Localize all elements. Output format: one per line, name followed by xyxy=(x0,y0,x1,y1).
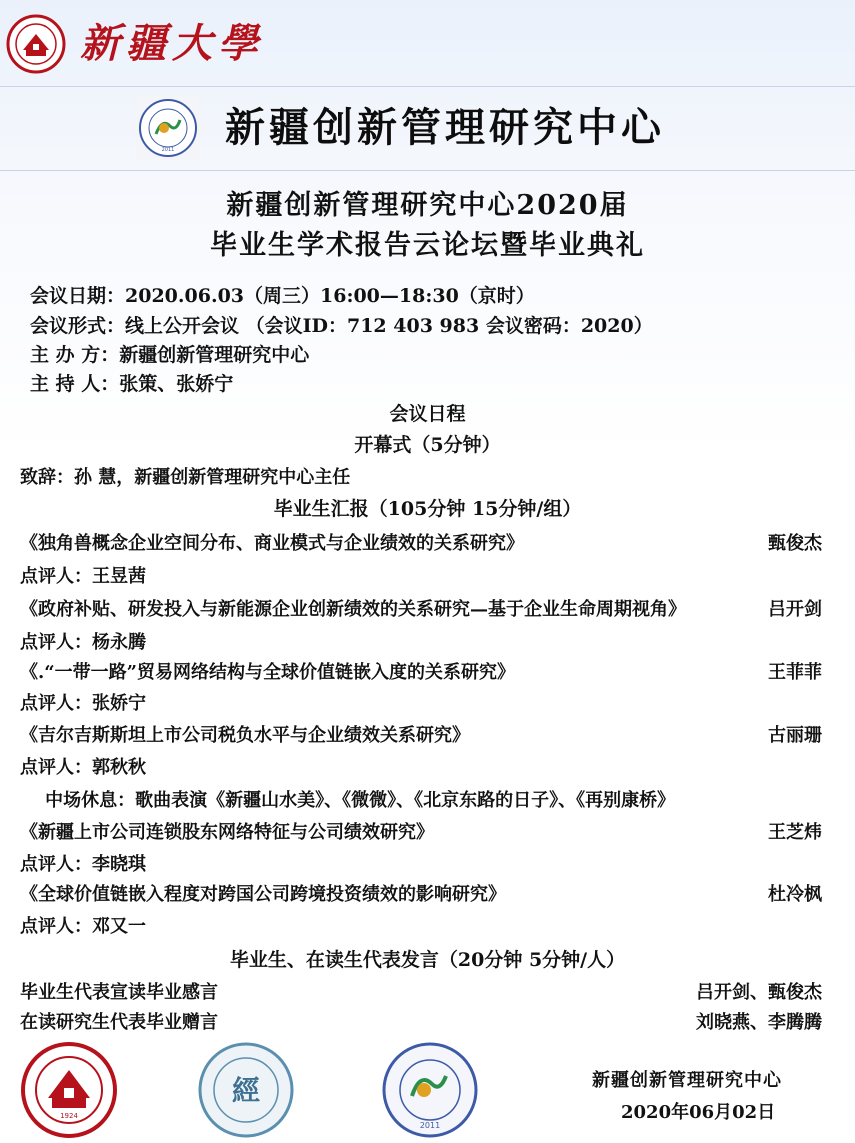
svg-text:2011: 2011 xyxy=(419,1121,441,1130)
info-key: 会议形式： xyxy=(30,315,126,337)
reports-heading: 毕业生汇报（105分钟 15分钟/组） xyxy=(273,498,582,520)
reviewer: 点评人：邓又一 xyxy=(20,916,146,937)
speech-row xyxy=(20,1008,822,1036)
agenda-row xyxy=(20,628,822,656)
presenter-name: 王芝炜 xyxy=(768,822,822,843)
speech-item: 毕业生代表宣读毕业感言 xyxy=(20,982,218,1003)
reviewer: 点评人：李晓琪 xyxy=(20,854,146,875)
report-title: 《政府补贴、研发投入与新能源企业创新绩效的关系研究—基于企业生命周期视角》 xyxy=(20,599,686,620)
speech-row xyxy=(20,978,822,1006)
calligraphy-seal-icon xyxy=(196,1040,296,1140)
speaker-names: 吕开剑、甄俊杰 xyxy=(696,982,822,1003)
info-value: 线上公开会议 （会议ID：712 403 983 会议密码：2020） xyxy=(125,315,653,337)
agenda-row xyxy=(20,689,822,717)
presenter-name: 古丽珊 xyxy=(768,725,822,746)
footer-organization: 新疆创新管理研究中心 xyxy=(592,1070,782,1091)
info-key: 主 持 人： xyxy=(30,373,120,395)
info-organizer xyxy=(30,340,309,367)
agenda-row xyxy=(20,880,822,908)
info-value: 2020.06.03（周三）16:00—18:30（京时） xyxy=(125,285,535,307)
agenda-heading: 会议日程 xyxy=(389,403,466,425)
report-title: 《吉尔吉斯斯坦上市公司税负水平与企业绩效关系研究》 xyxy=(20,725,470,746)
report-title: 《.“一带一路”贸易网络结构与全球价值链嵌入度的关系研究》 xyxy=(20,662,515,683)
info-key: 会议日期： xyxy=(30,285,126,307)
presenter-name: 杜冷枫 xyxy=(768,884,822,905)
agenda-row xyxy=(20,912,822,940)
reviewer: 点评人：王昱茜 xyxy=(20,566,146,587)
report-title: 《全球价值链嵌入程度对跨国公司跨境投资绩效的影响研究》 xyxy=(20,884,506,905)
speaker-names: 刘晓燕、李腾腾 xyxy=(696,1012,822,1033)
info-key: 主 办 方： xyxy=(30,344,120,366)
info-date xyxy=(30,281,535,308)
svg-text:經: 經 xyxy=(231,1074,261,1107)
agenda-row xyxy=(20,753,822,781)
info-host xyxy=(30,369,233,396)
info-value: 新疆创新管理研究中心 xyxy=(119,344,310,366)
reviewer: 点评人：张娇宁 xyxy=(20,693,146,714)
svg-text:1924: 1924 xyxy=(60,1112,78,1120)
footer-date: 2020年06月02日 xyxy=(621,1102,776,1123)
speech-text: 致辞：孙 慧，新疆创新管理研究中心主任 xyxy=(20,467,351,488)
university-seal-icon xyxy=(6,14,66,74)
agenda-row xyxy=(20,786,822,814)
innovation-center-seal-icon xyxy=(380,1040,480,1140)
report-title: 《新疆上市公司连锁股东网络特征与公司绩效研究》 xyxy=(20,822,434,843)
agenda-row xyxy=(20,529,822,557)
presenter-name: 王菲菲 xyxy=(768,662,822,683)
opening-speech xyxy=(20,463,822,491)
header xyxy=(0,0,855,85)
reviewer: 点评人：杨永腾 xyxy=(20,632,146,653)
info-format xyxy=(30,311,653,338)
agenda-row xyxy=(20,818,822,846)
report-title: 《独角兽概念企业空间分布、商业模式与企业绩效的关系研究》 xyxy=(20,533,524,554)
university-seal-large-icon xyxy=(14,1040,124,1140)
agenda-row xyxy=(20,658,822,686)
agenda-row xyxy=(20,850,822,878)
opening-heading: 开幕式（5分钟） xyxy=(354,434,501,456)
info-value: 张策、张娇宁 xyxy=(119,373,234,395)
agenda-row xyxy=(20,721,822,749)
presenter-name: 吕开剑 xyxy=(768,599,822,620)
event-title-line2: 毕业生学术报告云论坛暨毕业典礼 xyxy=(210,230,645,261)
intermission: 中场休息：歌曲表演《新疆山水美》、《微微》、《北京东路的日子》、《再别康桥》 xyxy=(20,790,676,811)
agenda-row xyxy=(20,562,822,590)
university-name: 新疆大學 xyxy=(80,20,264,67)
divider xyxy=(0,86,855,87)
svg-text:2011: 2011 xyxy=(161,147,175,153)
speeches-heading: 毕业生、在读生代表发言（20分钟 5分钟/人） xyxy=(229,949,626,971)
speech-item: 在读研究生代表毕业赠言 xyxy=(20,1012,218,1033)
reviewer: 点评人：郭秋秋 xyxy=(20,757,146,778)
center-title: 新疆创新管理研究中心 xyxy=(225,104,665,151)
innovation-center-logo-icon xyxy=(136,96,200,160)
presenter-name: 甄俊杰 xyxy=(768,533,822,554)
agenda-row xyxy=(20,595,822,623)
divider xyxy=(0,170,855,171)
event-title-line1: 新疆创新管理研究中心2020届 xyxy=(226,190,629,221)
